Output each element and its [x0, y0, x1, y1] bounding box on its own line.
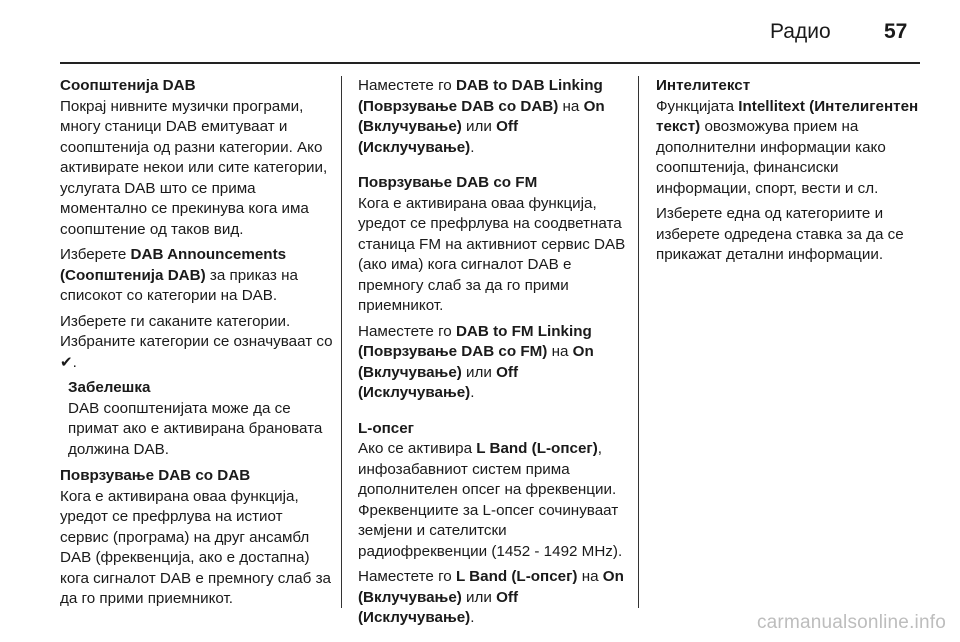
section-heading: Поврзување DAB со DAB: [60, 467, 251, 484]
paragraph-dab-to-fm-setting: [358, 322, 630, 404]
paragraph-dab-to-dab-setting: [358, 76, 630, 158]
text: .: [470, 138, 475, 156]
option-ref: On (Вклучување): [358, 343, 594, 381]
text: на: [558, 97, 584, 115]
section-dab-announcements: [60, 76, 335, 240]
column-3: [656, 76, 928, 271]
option-ref: On (Вклучување): [358, 97, 605, 135]
note-box: [68, 378, 335, 460]
text: Наместете го: [358, 322, 456, 340]
note-heading: Забелешка: [68, 379, 151, 396]
section-intellitext: [656, 76, 928, 199]
page-section-title: Радио: [770, 20, 831, 43]
text: Функцијата: [656, 97, 739, 115]
text: на: [547, 343, 573, 360]
note-text: DAB соопштенијата може да се примат ако е активирана брановата должина DAB.: [68, 399, 323, 458]
text: .: [470, 384, 475, 401]
text: Наместете го: [358, 568, 456, 585]
text: .: [72, 353, 77, 371]
paragraph-text: Кога е активирана оваа функција, уредот се префрлува на истиот сервис (програма) на друг ансамбл DAB (фреквенција, ако е достапна) кога сигналот DAB е премногу слаб за да го прими приемникот.: [60, 487, 331, 607]
text: Изберете ги саканите категории. Избраните категории се означуваат со: [60, 312, 333, 350]
text: или: [461, 588, 497, 606]
option-ref: Off (Исклучување): [358, 118, 519, 156]
option-ref: Off (Исклучување): [358, 363, 519, 401]
watermark: carmanualsonline.info: [756, 612, 946, 633]
paragraph-select-announcements: [60, 245, 335, 307]
text: на: [577, 568, 603, 585]
column-2: [358, 76, 630, 634]
section-heading: Поврзување DAB со FM: [358, 174, 538, 191]
text: Наместете го: [358, 77, 456, 94]
menu-item-ref: L Band (L-опсег): [476, 440, 598, 457]
text: или: [461, 363, 497, 381]
text: овозможува прием на дополнителни информации како соопштенија, финансиски информации, спорт, вести и сл.: [656, 118, 886, 197]
paragraph-select-category: [656, 204, 928, 266]
option-ref: Off (Исклучување): [358, 588, 519, 626]
text: Изберете: [60, 246, 131, 263]
column-1: [60, 76, 335, 615]
text: Ако се активира: [358, 440, 477, 457]
section-heading: Соопштенија DAB: [60, 77, 196, 94]
column-divider: [341, 76, 342, 608]
menu-item-ref: DAB to DAB Linking (Поврзување DAB со DAB): [358, 77, 603, 115]
paragraph-text: Покрај нивните музички програми, многу станици DAB емитуваат и соопштенија од разни категории. Ако активирате некои или сите категории, услугата DAB што се прима моментално се прекинува кога има соопштение од таков вид.: [60, 97, 328, 238]
text: , инфозабавниот систем прима дополнителен опсег на фреквенции. Фреквенциите за L-опсег сочинуваат земјени и сателитски радиофреквенции (1452 - 1492 MHz).: [358, 440, 623, 560]
column-divider: [638, 76, 639, 608]
section-dab-to-dab: [60, 466, 335, 610]
paragraph-select-categories: [60, 312, 335, 374]
paragraph-text: Кога е активирана оваа функција, уредот се префрлува на соодветната станица FM на активниот сервис DAB (ако има) кога сигналот DAB е премногу слаб за да го прими приемникот.: [358, 194, 626, 314]
section-heading: L-опсег: [358, 419, 415, 437]
text: .: [470, 609, 475, 626]
header-rule: [60, 62, 920, 64]
menu-item-ref: Intellitext (Интелигентен текст): [656, 97, 919, 135]
paragraph-l-band-setting: [358, 567, 630, 629]
section-l-band: [358, 419, 630, 563]
menu-item-ref: DAB to FM Linking (Поврзување DAB со FM): [358, 322, 592, 360]
checkmark-icon: ✔: [60, 353, 73, 371]
text: за приказ на списокот со категории на DAB.: [60, 266, 298, 304]
text: Изберете една од категориите и изберете одредена ставка за да се прикажат детални информации.: [656, 205, 904, 263]
section-heading: Интелитекст: [656, 77, 751, 94]
text: или: [461, 118, 497, 135]
menu-item-ref: DAB Announcements (Соопштенија DAB): [60, 246, 287, 284]
option-ref: On (Вклучување): [358, 568, 624, 606]
section-dab-to-fm: [358, 173, 630, 317]
menu-item-ref: L Band (L-опсег): [455, 568, 578, 585]
page-number: 57: [884, 20, 908, 43]
